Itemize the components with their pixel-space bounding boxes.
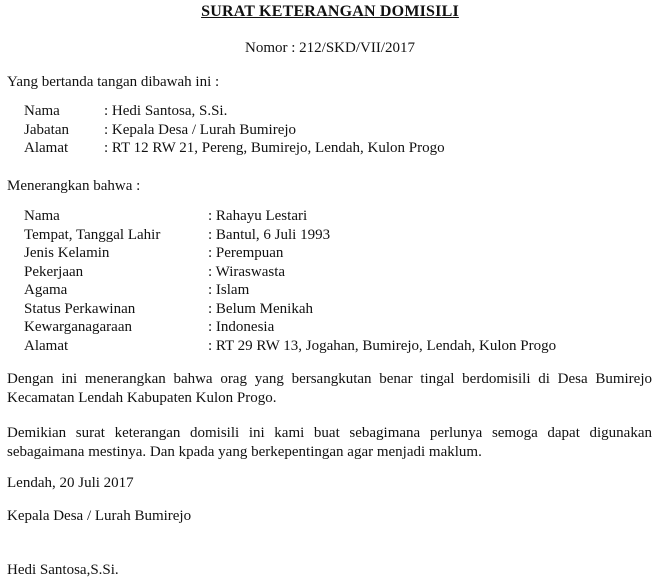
field-value: : Belum Menikah <box>208 300 313 317</box>
signer-row-position <box>24 121 445 140</box>
letter-number: Nomor : 212/SKD/VII/2017 <box>245 40 415 56</box>
field-value: : Indonesia <box>208 319 275 335</box>
field-label: Nama <box>24 103 60 119</box>
subject-row-marital-status <box>24 300 556 319</box>
subject-details-table <box>24 207 556 355</box>
subject-row-address <box>24 337 556 356</box>
field-value: : Hedi Santosa, S.Si. <box>104 103 228 119</box>
field-value: : Wiraswasta <box>208 263 286 280</box>
field-value: : RT 12 RW 21, Pereng, Bumirejo, Lendah, Kulon Progo <box>104 140 445 156</box>
closing-paragraph: Demikian surat keterangan domisili ini kami buat sebagimana perlunya semoga dapat digunakan sebagaimana mestinya. Dan kpada yang berkepentingan agar menjadi maklum. <box>7 425 652 460</box>
signer-row-name <box>24 102 445 121</box>
subject-row-name <box>24 207 556 226</box>
field-label: Jabatan <box>24 121 69 138</box>
field-label: Tempat, Tanggal Lahir <box>24 226 161 243</box>
field-label: Alamat <box>24 140 69 156</box>
place-date: Lendah, 20 Juli 2017 <box>7 475 134 491</box>
signer-intro: Yang bertanda tangan dibawah ini : <box>7 74 220 90</box>
subject-row-occupation <box>24 263 556 282</box>
subject-intro: Menerangkan bahwa : <box>7 178 141 194</box>
letter-title: SURAT KETERANGAN DOMISILI <box>201 3 459 20</box>
domicile-statement-paragraph: Dengan ini menerangkan bahwa orag yang bersangkutan benar tingal berdomisili di Desa Bumirejo Kecamatan Lendah Kabupaten Kulon Progo. <box>7 371 652 406</box>
field-label: Nama <box>24 208 60 224</box>
field-value: : Islam <box>208 282 250 298</box>
signer-name: Hedi Santosa,S.Si. <box>7 562 119 578</box>
signer-row-address <box>24 139 445 158</box>
field-value: : Bantul, 6 Juli 1993 <box>208 226 331 243</box>
subject-row-religion <box>24 281 556 300</box>
field-label: Jenis Kelamin <box>24 245 110 261</box>
field-value: : RT 29 RW 13, Jogahan, Bumirejo, Lendah, Kulon Progo <box>208 337 557 354</box>
subject-row-gender <box>24 244 556 263</box>
field-label: Alamat <box>24 337 69 354</box>
signer-details-table <box>24 102 445 158</box>
field-label: Agama <box>24 282 68 298</box>
field-value: : Kepala Desa / Lurah Bumirejo <box>104 121 297 138</box>
field-value: : Rahayu Lestari <box>208 208 308 224</box>
field-label: Status Perkawinan <box>24 300 136 317</box>
signer-position: Kepala Desa / Lurah Bumirejo <box>7 508 192 524</box>
field-value: : Perempuan <box>208 245 284 261</box>
subject-row-citizenship <box>24 318 556 337</box>
field-label: Pekerjaan <box>24 263 84 280</box>
subject-row-birth <box>24 226 556 245</box>
field-label: Kewarganagaraan <box>24 319 132 335</box>
